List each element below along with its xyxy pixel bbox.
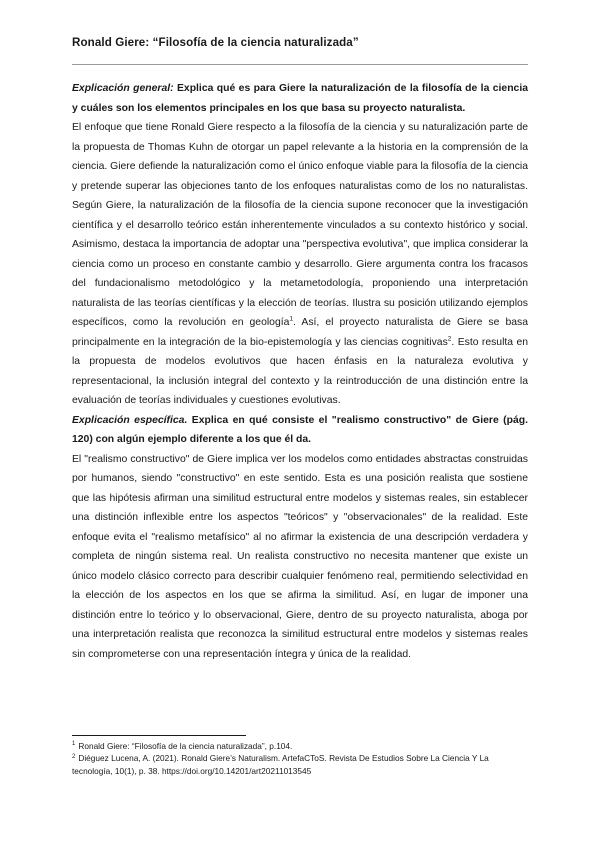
footnote-2 [72,752,528,777]
header-divider [72,64,528,65]
specific-question-text: Explica en qué consiste el "realismo constructivo" de Giere (pág. 120) con algún ejemplo diferente a los que él da. [72,414,528,445]
general-answer-part-a: El enfoque que tiene Ronald Giere respecto a la filosofía de la ciencia y su naturalización parte de la propuesta de Thomas Kuhn de otorgar un papel relevante a la historia en la comprensión de la ciencia. Giere defiende la naturalización como el único enfoque viable para la filosofía de la ciencia y pretende superar las objeciones tanto de los enfoques naturalistas como de los no naturalistas. Según Giere, la naturalización de la filosofía de la ciencia supone reconocer que la investigación científica y el desarrollo teórico están inherentemente vinculados a su contexto histórico y social. Asimismo, destaca la importancia de adoptar una "perspectiva evolutiva", que implica considerar la ciencia como un proceso en constante cambio y desarrollo. Giere argumenta contra los fracasos del fundacionalismo metodológico y la metametodología, proponiendo una interpretación naturalista de las teorías científicas y la elección de teorías. Ilustra su posición utilizando ejemplos específicos, como la revolución en geología [72,122,528,328]
specific-question [72,411,528,450]
footnote-1-mark: 1 [72,741,76,748]
footnote-ref-1[interactable]: 1 [289,315,294,323]
specific-answer: El "realismo constructivo" de Giere implica ver los modelos como entidades abstractas construidas por humanos, siendo "constructivo" en este sentido. Esta es una posición realista que sostiene que las hipótesis afirman una similitud estructural entre modelos y sistemas reales, sin establecer una distinción inflexible entre los aspectos "teóricos" y "observacionales" de la realidad. Este enfoque evita el "realismo metafísico" al no afirmar la existencia de una descripción verdadera y completa de ningún sistema real. Un realista constructivo no necesita mantener que existe un único modelo clásico correcto para describir cualquier fenómeno real, permitiendo selectividad en la elección de los aspectos en los que se afirma la similitud. Así, en lugar de imponer una distinción entre lo teórico y lo observacional, Giere, dentro de su proyecto naturalista, aboga por una interpretación realista que reconozca la similitud estructural entre modelos y sistemas reales sin comprometerse con una representación íntegra y única de la realidad. [72,453,528,660]
footnote-ref-2[interactable]: 2 [447,335,452,343]
general-answer [72,118,528,411]
footnote-1-text: Ronald Giere: “Filosofía de la ciencia naturalizada”, p.104. [78,741,293,751]
page-header-title: Ronald Giere: “Filosofía de la ciencia naturalizada” [72,36,359,49]
general-answer-part-b: . Así, el proyecto naturalista de Giere se basa principalmente en la integración de la bio-epistemología y las ciencias cognitivas [72,317,528,348]
footnote-2-text[interactable]: Diéguez Lucena, A. (2021). Ronald Giere’s Naturalism. ArtefaCToS. Revista De Estudios Sobre La Ciencia Y La tecnología, 10(1), p. 38. https://doi.org/10.14201/art20211013545 [72,753,489,776]
specific-label: Explicación específica. [72,414,188,426]
general-label: Explicación general: [72,83,174,94]
footnote-divider [72,735,246,736]
footnote-1 [72,740,528,752]
general-question [72,79,528,118]
general-question-text: Explica qué es para Giere la naturalización de la filosofía de la ciencia y cuáles son los elementos principales en los que basa su proyecto naturalista. [72,83,528,114]
document-body [72,79,528,664]
general-answer-part-c: . Esto resulta en la propuesta de modelos evolutivos que hacen énfasis en la naturaleza evolutiva y representacional, la inclusión integral del contexto y la reintroducción de una distinción entre la evaluación de teorías individuales y cuestiones evolutivas. [72,336,528,406]
footnote-2-mark: 2 [72,753,76,760]
footnotes [72,740,528,777]
